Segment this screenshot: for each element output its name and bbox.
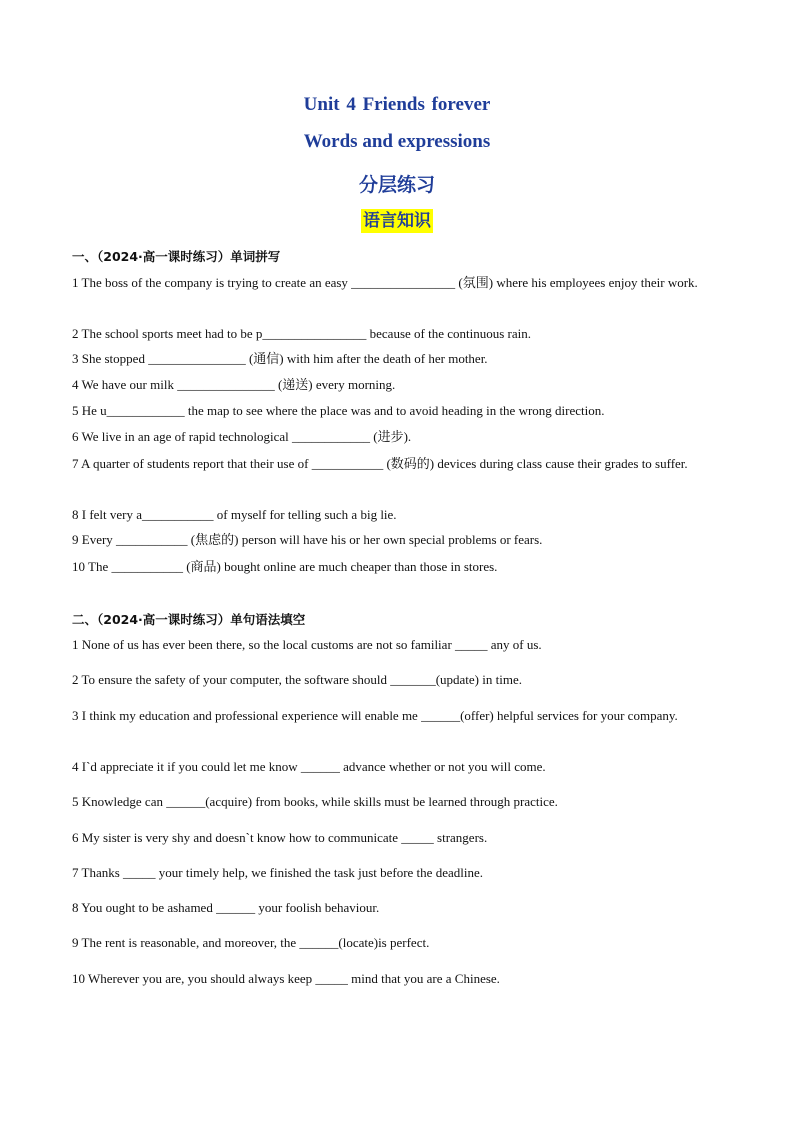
question-item: 5 He u____________ the map to see where the place was and to avoid heading in the wrong direction. (72, 403, 605, 418)
question-item: 2 To ensure the safety of your computer, the software should _______(update) in time. (72, 672, 522, 687)
lesson-subtitle: Words and expressions (303, 131, 491, 152)
question-item: 3 I think my education and professional experience will enable me ______(offer) helpful services for your company. (72, 708, 678, 723)
layer-practice-title: 分层练习 (358, 174, 435, 196)
question-item: 10 Wherever you are, you should always keep _____ mind that you are a Chinese. (72, 971, 500, 986)
question-item: 10 The ___________ (商品) bought online are much cheaper than those in stores. (72, 559, 498, 574)
section-heading-grammar-fill: 二、（2024·高一课时练习）单句语法填空 (72, 612, 306, 627)
question-item: 1 The boss of the company is trying to create an easy ________________ (氛围) where his employees enjoy their work. (72, 275, 698, 290)
unit-title: Unit 4 Friends forever (303, 94, 491, 115)
language-knowledge-badge: 语言知识 (363, 211, 431, 231)
question-item: 7 A quarter of students report that their use of ___________ (数码的) devices during class cause their grades to suffer. (72, 456, 688, 471)
question-item: 7 Thanks _____ your timely help, we finished the task just before the deadline. (72, 865, 483, 880)
question-item: 9 The rent is reasonable, and moreover, the ______(locate)is perfect. (72, 935, 430, 950)
section-heading-spelling: 一、（2024·高一课时练习）单词拼写 (72, 249, 281, 264)
question-item: 6 We live in an age of rapid technological ____________ (进步). (72, 429, 412, 444)
question-item: 2 The school sports meet had to be p________________ because of the continuous rain. (72, 326, 532, 341)
question-item: 8 I felt very a___________ of myself for telling such a big lie. (72, 507, 397, 522)
question-item: 4 I`d appreciate it if you could let me know ______ advance whether or not you will come. (72, 759, 546, 774)
question-item: 5 Knowledge can ______(acquire) from books, while skills must be learned through practice. (72, 794, 558, 809)
question-item: 9 Every ___________ (焦虑的) person will have his or her own special problems or fears. (72, 532, 543, 547)
question-item: 8 You ought to be ashamed ______ your foolish behaviour. (72, 900, 380, 915)
question-item: 6 My sister is very shy and doesn`t know how to communicate _____ strangers. (72, 830, 488, 845)
question-item: 1 None of us has ever been there, so the local customs are not so familiar _____ any of us. (72, 637, 542, 652)
question-item: 3 She stopped _______________ (通信) with him after the death of her mother. (72, 351, 488, 366)
question-item: 4 We have our milk _______________ (递送) every morning. (72, 377, 396, 392)
badge-wrap (0, 209, 794, 233)
